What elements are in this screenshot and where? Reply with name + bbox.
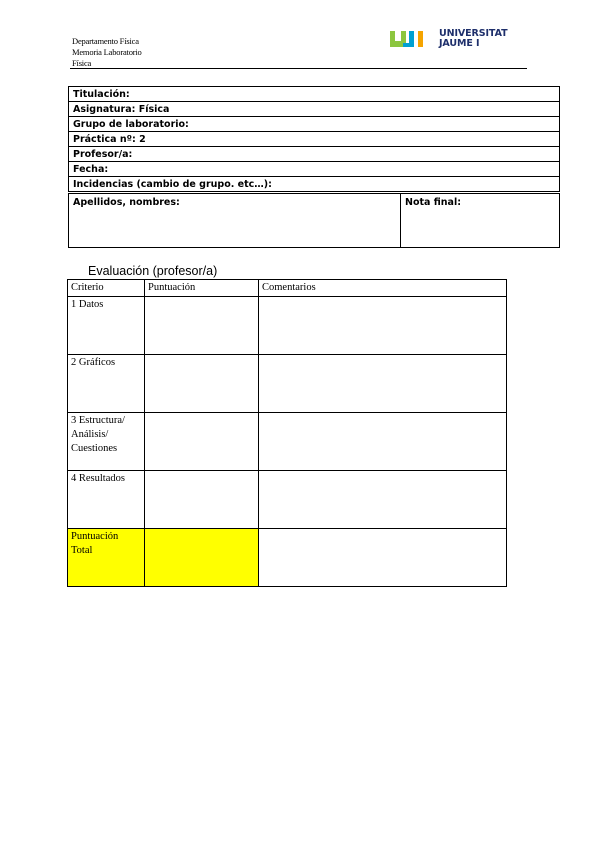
table-row: [68, 471, 507, 529]
final-grade-label: Nota final:: [405, 197, 462, 208]
header-divider: [70, 68, 527, 69]
column-header-puntuacion: Puntuación: [145, 280, 259, 297]
field-asignatura[interactable]: Asignatura: Física: [69, 102, 560, 117]
comment-cell[interactable]: [259, 413, 507, 471]
score-cell[interactable]: [145, 355, 259, 413]
evaluation-title: Evaluación (profesor/a): [88, 264, 218, 278]
criterion-cell: 4 Resultados: [68, 471, 145, 529]
field-fecha[interactable]: Fecha:: [69, 162, 560, 177]
report-name: Memoria Laboratorio: [72, 47, 142, 57]
column-header-comentarios: Comentarios: [259, 280, 507, 297]
score-cell[interactable]: [145, 413, 259, 471]
field-incidencias[interactable]: Incidencias (cambio de grupo. etc…):: [69, 177, 560, 192]
comment-cell[interactable]: [259, 471, 507, 529]
field-profesor[interactable]: Profesor/a:: [69, 147, 560, 162]
total-comment-cell[interactable]: [259, 529, 507, 587]
evaluation-table: [67, 279, 507, 587]
table-row: [68, 297, 507, 355]
student-name-box: [68, 193, 560, 248]
comment-cell[interactable]: [259, 297, 507, 355]
department-name: Departamento Física: [72, 36, 139, 46]
table-row: [68, 355, 507, 413]
field-practica[interactable]: Práctica nº: 2: [69, 132, 560, 147]
field-grupo[interactable]: Grupo de laboratorio:: [69, 117, 560, 132]
criterion-cell: 1 Datos: [68, 297, 145, 355]
uji-logo-icon: [390, 29, 436, 49]
criterion-cell: 3 Estructura/ Análisis/ Cuestiones: [68, 413, 145, 471]
table-row: [68, 413, 507, 471]
subject-name: Física: [72, 58, 92, 68]
university-logo: [390, 29, 520, 51]
document-header: [72, 36, 142, 69]
info-table: [68, 86, 560, 192]
score-cell[interactable]: [145, 471, 259, 529]
logo-wordmark: UNIVERSITAT JAUME I: [439, 28, 508, 49]
total-label-cell: Puntuación Total: [68, 529, 145, 587]
column-header-criterio: Criterio: [68, 280, 145, 297]
criterion-cell: 2 Gráficos: [68, 355, 145, 413]
total-row: [68, 529, 507, 587]
field-titulacion[interactable]: Titulación:: [69, 87, 560, 102]
total-score-cell[interactable]: [145, 529, 259, 587]
comment-cell[interactable]: [259, 355, 507, 413]
names-label: Apellidos, nombres:: [73, 197, 180, 208]
score-cell[interactable]: [145, 297, 259, 355]
